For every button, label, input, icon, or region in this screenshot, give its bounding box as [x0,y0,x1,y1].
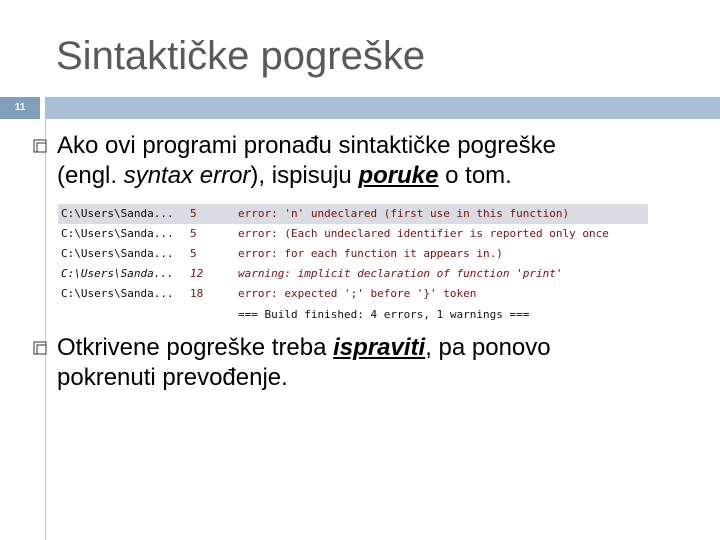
log-line: 5 [190,207,197,220]
title-rule [45,97,720,119]
log-line: 18 [190,287,204,300]
build-log-panel [58,202,648,322]
log-path: C:\Users\Sanda... [61,287,174,300]
emphasized-term: ispraviti [333,334,426,361]
log-path: C:\Users\Sanda... [61,267,174,280]
term-italic: syntax error [123,162,251,189]
log-message: warning: implicit declaration of function 'print' [238,267,563,280]
log-line: 5 [190,227,197,240]
side-rule [45,119,46,540]
log-row[interactable] [58,204,648,224]
log-message: error: for each function it appears in.) [238,247,503,260]
log-message: error: (Each undeclared identifier is reported only once [238,227,609,240]
log-message: error: 'n' undeclared (first use in this function) [238,207,570,220]
slide-title: Sintaktičke pogreške [56,34,426,78]
term-bold: poruke [358,162,439,189]
square-bullet-icon [32,138,48,154]
bullet-2-line-2: pokrenuti prevođenje. [57,364,288,391]
text-segment: , pa ponovo [425,334,551,361]
bullet-paragraph-1 [57,131,556,191]
bullet-1-line-2 [57,161,556,191]
bullet-1-line-1: Ako ovi programi pronađu sintaktičke pogreške [57,132,556,159]
build-summary: === Build finished: 4 errors, 1 warnings === [238,308,530,321]
bullet-2-line-1 [57,333,551,363]
text-segment: Otkrivene pogreške treba [57,334,334,361]
log-row[interactable] [58,244,648,264]
log-row[interactable] [58,264,648,284]
text-segment: o tom. [438,162,512,189]
log-row[interactable] [58,284,648,304]
log-row[interactable] [58,224,648,244]
log-path: C:\Users\Sanda... [61,227,174,240]
bullet-paragraph-2 [57,333,551,393]
text-segment: (engl. [57,162,124,189]
log-line: 5 [190,247,197,260]
text-segment: ), ispisuju [250,162,359,189]
square-bullet-icon [32,340,48,356]
log-path: C:\Users\Sanda... [61,207,174,220]
log-message: error: expected ';' before '}' token [238,287,477,300]
slide-number: 11 [0,97,40,119]
log-path: C:\Users\Sanda... [61,247,174,260]
log-line: 12 [190,267,204,280]
